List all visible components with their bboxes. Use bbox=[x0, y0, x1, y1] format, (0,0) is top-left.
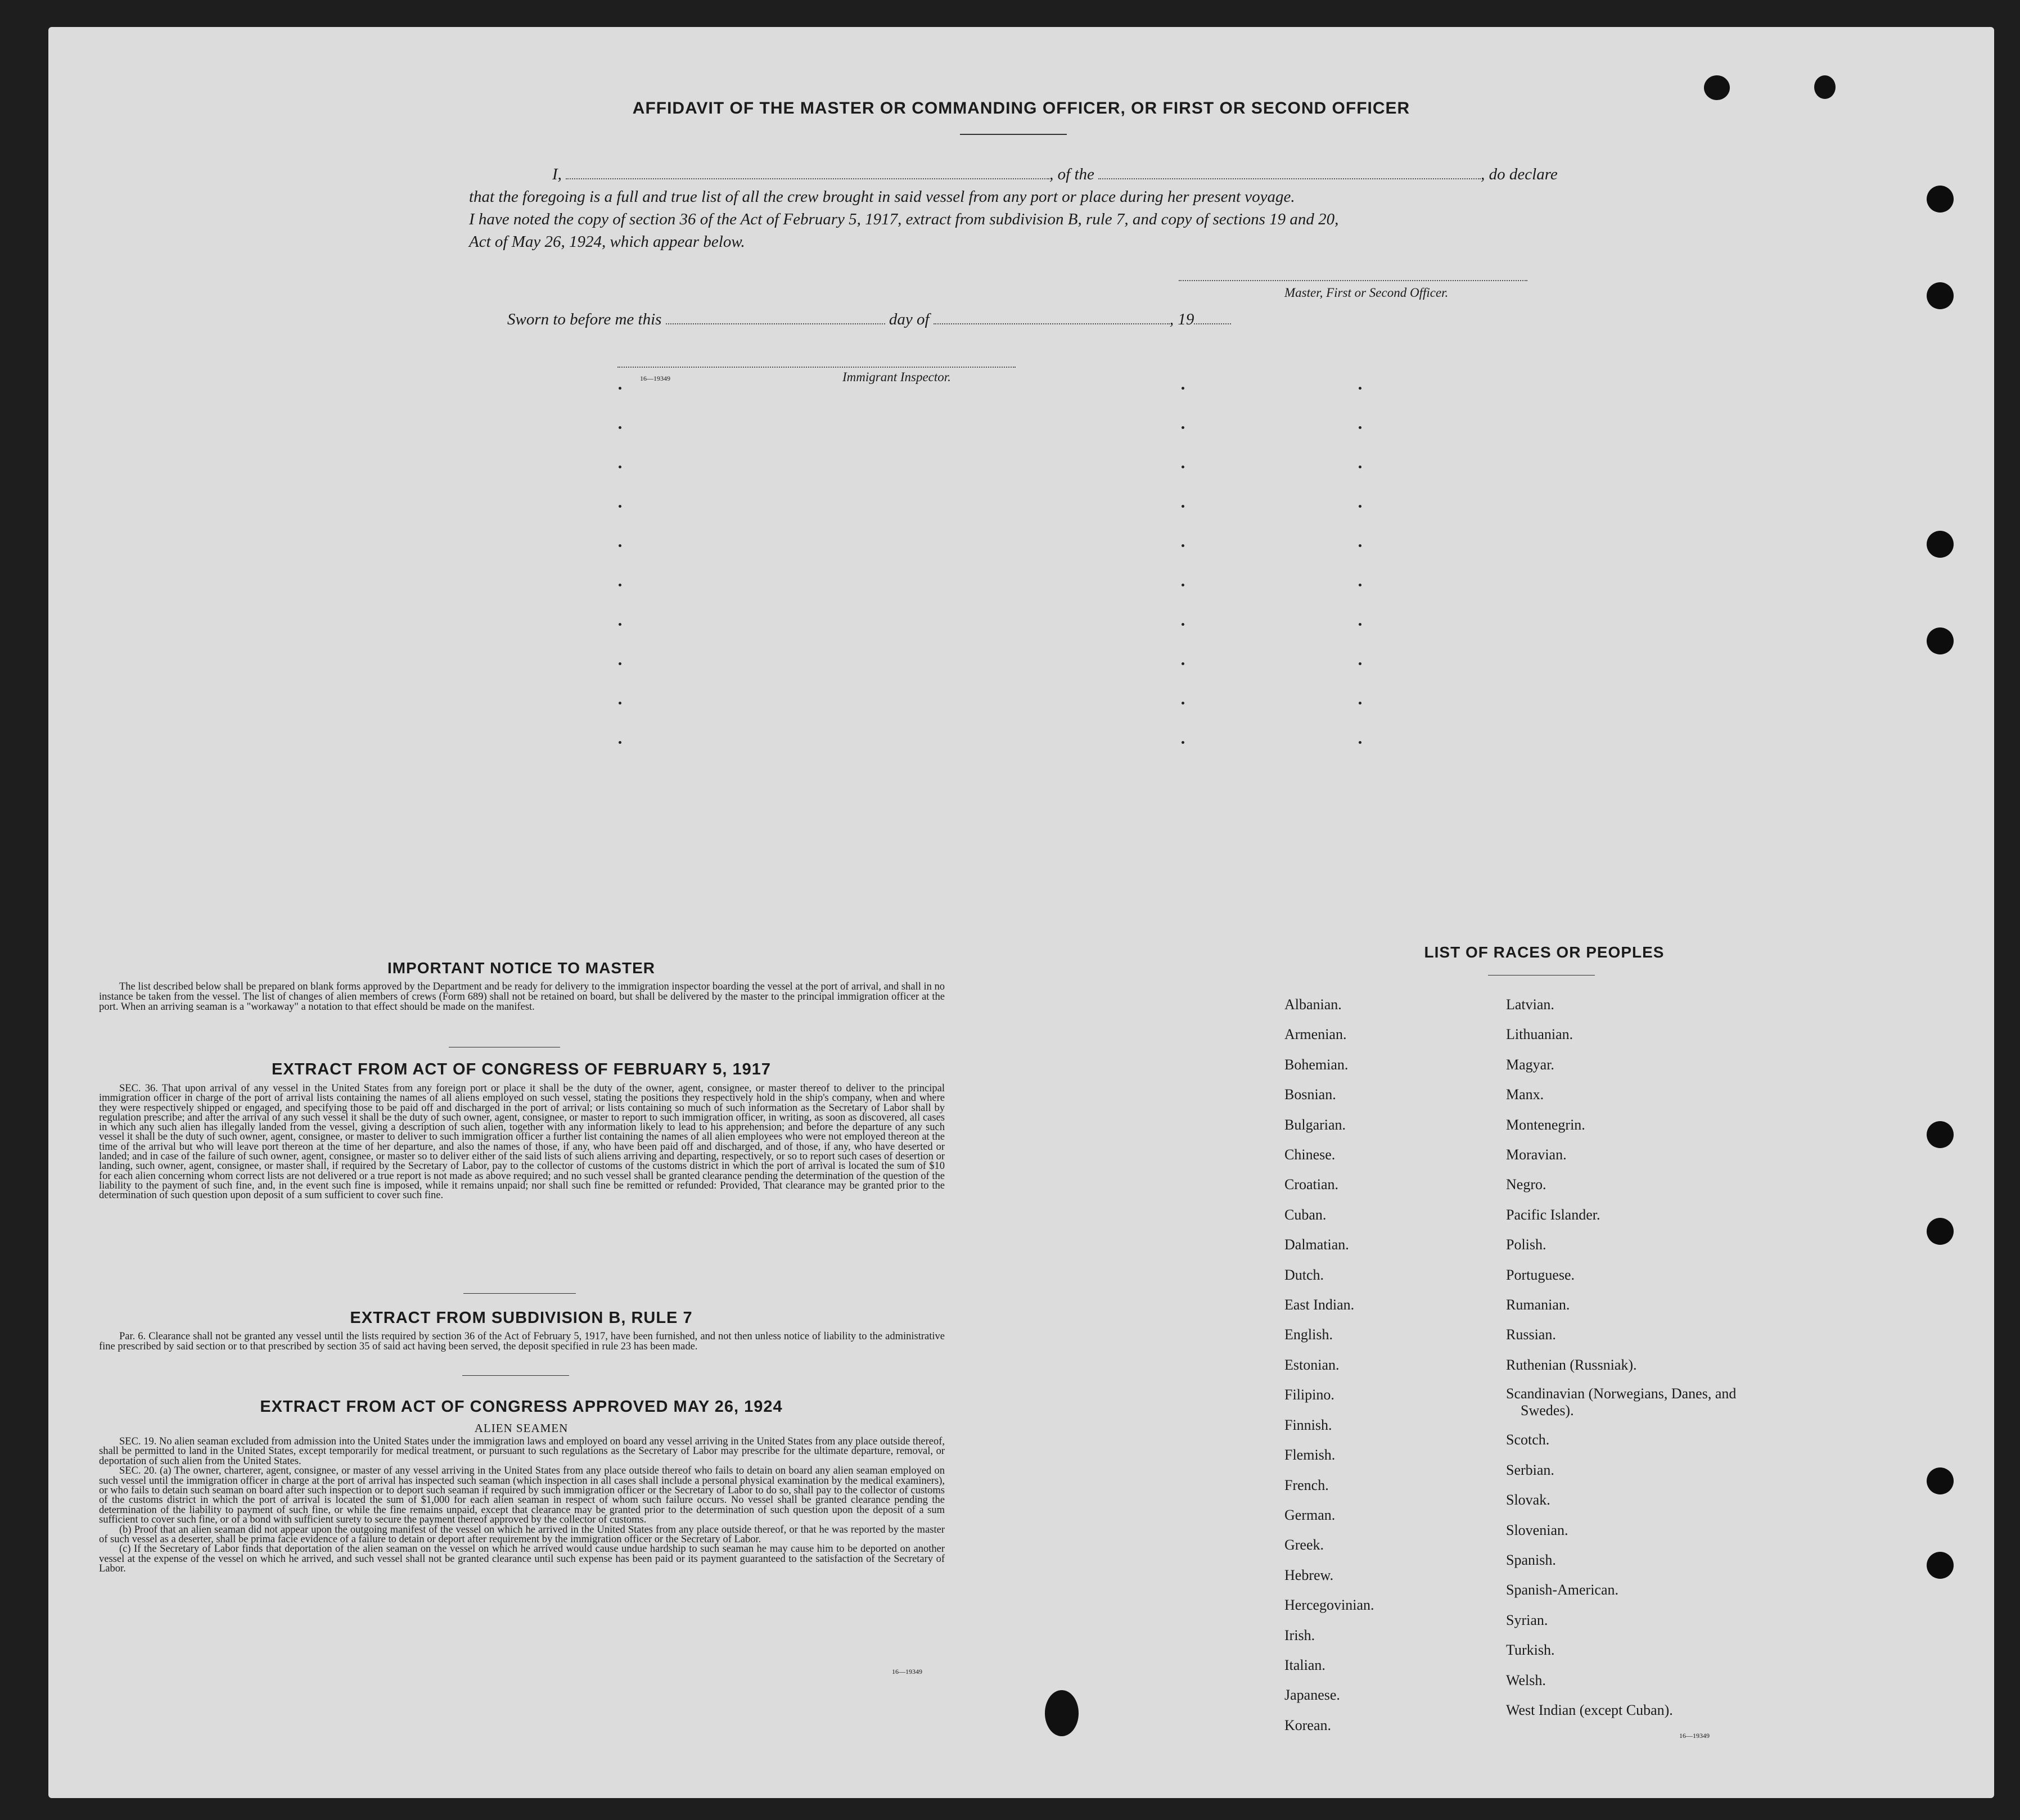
binder-hole bbox=[1927, 531, 1954, 558]
races-right-column bbox=[1506, 990, 1765, 1725]
sec-19-paragraph: SEC. 19. No alien seaman excluded from admission into the United States under the immigration laws and employed on board any vessel arriving in the United States from any place outside thereof, shall be permitted to land in the United States, except temporarily for medical treatment, or pursuant to such regulations as the Secretary of Labor may prescribe for the ultimate departure, removal, or deportation of such alien from the United States. bbox=[99, 1436, 945, 1467]
races-rule bbox=[1488, 975, 1595, 976]
guide-speck bbox=[1182, 505, 1184, 508]
extract-1917-title: EXTRACT FROM ACT OF CONGRESS OF FEBRUARY 5, 1917 bbox=[271, 1060, 772, 1078]
ink-blot bbox=[1704, 75, 1730, 100]
race-item: Dutch. bbox=[1284, 1266, 1324, 1283]
race-item: Estonian. bbox=[1284, 1356, 1340, 1373]
race-item: Russian. bbox=[1506, 1326, 1556, 1343]
race-item: Scotch. bbox=[1506, 1431, 1550, 1448]
race-item: French. bbox=[1284, 1476, 1329, 1493]
ink-blot bbox=[1045, 1690, 1079, 1736]
notice-title: IMPORTANT NOTICE TO MASTER bbox=[387, 959, 656, 977]
affidavit-line-3: I have noted the copy of section 36 of the Act of February 5, 1917, extract from subdivision B, rule 7, and copy of sections 19 and 20, bbox=[469, 210, 1339, 228]
form-number-notice: 16—19349 bbox=[892, 1668, 922, 1676]
guide-speck bbox=[619, 387, 621, 390]
race-item: Turkish. bbox=[1506, 1642, 1555, 1659]
guide-speck bbox=[619, 741, 621, 744]
race-item: Slovak. bbox=[1506, 1492, 1550, 1509]
race-item: Lithuanian. bbox=[1506, 1026, 1573, 1043]
race-item: Japanese. bbox=[1284, 1687, 1340, 1704]
race-item: Finnish. bbox=[1284, 1416, 1332, 1433]
race-item: Rumanian. bbox=[1506, 1297, 1570, 1313]
affidavit-line-2: that the foregoing is a full and true list of all the crew brought in said vessel from any port or place during her present voyage. bbox=[469, 188, 1295, 206]
guide-speck bbox=[619, 702, 621, 704]
race-item: Bohemian. bbox=[1284, 1056, 1349, 1073]
guide-speck bbox=[1359, 544, 1361, 547]
guide-speck bbox=[1359, 702, 1361, 704]
year-blank bbox=[1194, 311, 1231, 324]
guide-speck bbox=[1182, 623, 1184, 626]
affidavit-line-4: Act of May 26, 1924, which appear below. bbox=[469, 233, 745, 251]
notice-paragraph: The list described below shall be prepared on blank forms approved by the Department and be ready for delivery to the immigration inspector boarding the vessel at the port of arrival, and shall in no instance be taken from the vessel. The list of changes of alien members of crews (Form 689) shall not be retained on board, but shall be delivered by the master to the principal immigration officer at the port. When an arriving seaman is a "workaway" a notation to that effect should be made on the manifest. bbox=[99, 981, 945, 1013]
title-rule bbox=[960, 134, 1067, 135]
guide-speck bbox=[619, 426, 621, 429]
race-item: Syrian. bbox=[1506, 1611, 1548, 1628]
race-item: Greek. bbox=[1284, 1537, 1324, 1553]
race-item: East Indian. bbox=[1284, 1297, 1355, 1313]
race-item: English. bbox=[1284, 1326, 1333, 1343]
binder-hole bbox=[1927, 1552, 1954, 1579]
race-item: Albanian. bbox=[1284, 996, 1342, 1013]
sec-20b-paragraph: (b) Proof that an alien seaman did not appear upon the outgoing manifest of the vessel on which he arrived in the United States from any place outside thereof, or that he was reported by the master of such vessel as a deserter, shall be prima facie evidence of a failure to detain or deport after requirement by the immigration officer or the Secretary of Labor. bbox=[99, 1524, 945, 1546]
ink-blot bbox=[1814, 75, 1836, 99]
guide-speck bbox=[1359, 466, 1361, 468]
guide-speck bbox=[1182, 741, 1184, 744]
inspector-caption: Immigrant Inspector. bbox=[842, 370, 951, 384]
race-item: Manx. bbox=[1506, 1086, 1544, 1103]
extract-1924-text bbox=[99, 1437, 945, 1574]
races-title: LIST OF RACES OR PEOPLES bbox=[1424, 943, 1665, 961]
guide-speck bbox=[1182, 544, 1184, 547]
guide-speck bbox=[1182, 584, 1184, 586]
alien-seamen-subtitle: ALIEN SEAMEN bbox=[474, 1421, 569, 1435]
guide-speck bbox=[1182, 426, 1184, 429]
vessel-blank bbox=[1098, 166, 1481, 179]
race-item: Welsh. bbox=[1506, 1672, 1546, 1688]
guide-speck bbox=[619, 584, 621, 586]
race-item: Irish. bbox=[1284, 1627, 1315, 1643]
guide-speck bbox=[1359, 584, 1361, 586]
race-item: Serbian. bbox=[1506, 1461, 1554, 1478]
rule-7-rule bbox=[462, 1375, 569, 1376]
inspector-signature-line bbox=[617, 367, 1016, 368]
race-item: Bosnian. bbox=[1284, 1086, 1336, 1103]
extract-1917-text bbox=[99, 1084, 945, 1201]
do-declare-text: , do declare bbox=[1481, 165, 1558, 183]
race-item: Italian. bbox=[1284, 1656, 1325, 1673]
race-item: Armenian. bbox=[1284, 1026, 1347, 1043]
of-the-text: , of the bbox=[1049, 165, 1094, 183]
sworn-line bbox=[507, 308, 1231, 331]
race-item: Dalmatian. bbox=[1284, 1236, 1349, 1253]
race-item: Chinese. bbox=[1284, 1146, 1336, 1163]
race-item: Montenegrin. bbox=[1506, 1116, 1585, 1133]
race-item: Scandinavian (Norwegians, Danes, and Swedes). bbox=[1506, 1385, 1737, 1419]
year-text: , 19 bbox=[1169, 310, 1194, 328]
document-page bbox=[48, 27, 1994, 1798]
race-item: Cuban. bbox=[1284, 1206, 1327, 1223]
rule-7-text bbox=[99, 1331, 945, 1352]
sec-36-paragraph: SEC. 36. That upon arrival of any vessel in the United States from any foreign port or place it shall be the duty of the owner, agent, consignee, or master thereof to deliver to the principal immigration officer in charge of the port of arrival lists containing the names of all aliens employed on such vessel, stating the positions they respectively hold in the ship's company, when and where they were respectively shipped or engaged, and specifying those to be paid off and discharged in the port of arrival; or lists containing so much of such information as the Secretary of Labor shall by regulation prescribe; and after the arrival of any such vessel it shall be the duty of such owner, agent, consignee, or master to report to such immigration officer, in writing, as soon as discovered, all cases in which any such alien has illegally landed from the vessel, giving a description of such alien, together with any information likely to lead to his apprehension; and before the departure of any such vessel it shall be the duty of such owner, agent, consignee, or master to deliver to such immigration officer a further list containing the names of all alien employees who were not employed thereon at the time of the arrival but who will leave port thereon at the time of her departure, and also the names of those, if any, who have been paid off and discharged, and of those, if any, who have deserted or landed; and in case of the failure of such owner, agent, consignee, or master so to deliver either of the said lists of such aliens arriving and departing, respectively, or so to report such cases of desertion or landing, such owner, agent, consignee, or master shall, if required by the Secretary of Labor, pay to the collector of customs of the customs district in which the port of arrival is located the sum of $10 for each alien concerning whom correct lists are not delivered or a true report is not made as above required; and no such vessel shall be granted clearance pending the determination of the question of the liability to the payment of such fine, and, in the event such fine is imposed, while it remains unpaid; nor shall such fine be remitted or refunded: Provided, That clearance may be granted prior to the determination of such question upon deposit of a sum sufficient to cover such fine. bbox=[99, 1083, 945, 1202]
binder-hole bbox=[1927, 282, 1954, 309]
race-item: West Indian (except Cuban). bbox=[1506, 1701, 1673, 1718]
sec-20a-paragraph: SEC. 20. (a) The owner, charterer, agent, consignee, or master of any vessel arriving in the United States from any place outside thereof who fails to detain on board any alien seaman employed on such vessel until the immigration officer in charge at the port of arrival has inspected such seaman (which inspection in all cases shall include a personal physical examination by the medical examiners), or who fails to detain such seaman on board after such inspection or to deport such seaman if required by such immigration officer or the Secretary of Labor to do so, shall pay to the collector of customs of the customs district in which the port of arrival is located the sum of $1,000 for each alien seaman in respect of whom such failure occurs. No vessel shall be granted clearance pending the determination of the liability to payment of such fine, or while the fine remains unpaid, except that clearance may be granted prior to the determination of such question upon the deposit of a sum sufficient to cover such fine, or of a bond with sufficient surety to secure the payment thereof approved by the collector of customs. bbox=[99, 1465, 945, 1526]
affidavit-body bbox=[469, 163, 1616, 253]
races-left-column bbox=[1284, 990, 1498, 1740]
rule-7-title: EXTRACT FROM SUBDIVISION B, RULE 7 bbox=[350, 1309, 693, 1327]
day-blank bbox=[666, 311, 885, 324]
sworn-text: Sworn to before me this bbox=[507, 310, 662, 328]
binder-hole bbox=[1927, 1121, 1954, 1148]
form-number-races: 16—19349 bbox=[1679, 1732, 1710, 1740]
affidavit-title: AFFIDAVIT OF THE MASTER OR COMMANDING OFFICER, OR FIRST OR SECOND OFFICER bbox=[632, 99, 1410, 118]
affidavit-line-1 bbox=[469, 163, 1616, 186]
race-item: German. bbox=[1284, 1506, 1336, 1523]
guide-speck bbox=[619, 623, 621, 626]
guide-speck bbox=[1182, 387, 1184, 390]
race-item: Portuguese. bbox=[1506, 1266, 1575, 1283]
binder-hole bbox=[1927, 627, 1954, 654]
race-item: Magyar. bbox=[1506, 1056, 1554, 1073]
guide-speck bbox=[619, 662, 621, 665]
binder-hole bbox=[1927, 186, 1954, 213]
race-item: Latvian. bbox=[1506, 996, 1554, 1013]
race-item: Hebrew. bbox=[1284, 1566, 1334, 1583]
guide-speck bbox=[619, 505, 621, 508]
sec-20c-paragraph: (c) If the Secretary of Labor finds that deportation of the alien seaman on the vessel on which he arrived would cause undue hardship to such seaman he may cause him to be deported on another vessel at the expense of the vessel on which he arrived, and such vessel shall not be granted clearance until such expense has been paid or its payment guaranteed to the satisfaction of the Secretary of Labor. bbox=[99, 1543, 945, 1575]
guide-speck bbox=[1359, 741, 1361, 744]
race-item: Moravian. bbox=[1506, 1146, 1567, 1163]
race-item: Hercegovinian. bbox=[1284, 1597, 1374, 1614]
guide-speck bbox=[1359, 662, 1361, 665]
race-item: Slovenian. bbox=[1506, 1521, 1568, 1538]
par-6-paragraph: Par. 6. Clearance shall not be granted any vessel until the lists required by section 36 of the Act of February 5, 1917, have been furnished, and not then unless notice of liability to the administrative fine prescribed by said section or to that prescribed by section 35 of said act having been served, the deposit specified in rule 23 has been made. bbox=[99, 1331, 945, 1352]
day-of-text: day of bbox=[889, 310, 930, 328]
master-caption: Master, First or Second Officer. bbox=[1284, 286, 1449, 300]
race-item: Bulgarian. bbox=[1284, 1116, 1346, 1133]
guide-speck bbox=[1182, 702, 1184, 704]
guide-speck bbox=[1182, 662, 1184, 665]
binder-hole bbox=[1927, 1467, 1954, 1494]
pronoun-i: I, bbox=[552, 165, 562, 183]
notice-text bbox=[99, 982, 945, 1012]
form-number-top: 16—19349 bbox=[640, 374, 670, 382]
race-item: Pacific Islander. bbox=[1506, 1206, 1600, 1223]
guide-speck bbox=[1359, 623, 1361, 626]
race-item: Croatian. bbox=[1284, 1176, 1339, 1193]
race-item: Korean. bbox=[1284, 1717, 1332, 1733]
race-item: Negro. bbox=[1506, 1176, 1546, 1193]
guide-speck bbox=[1182, 466, 1184, 468]
guide-speck bbox=[619, 466, 621, 468]
race-item: Spanish-American. bbox=[1506, 1582, 1619, 1598]
guide-speck bbox=[1359, 387, 1361, 390]
race-item: Spanish. bbox=[1506, 1551, 1556, 1568]
month-blank bbox=[934, 311, 1170, 324]
race-item: Polish. bbox=[1506, 1236, 1546, 1253]
guide-speck bbox=[619, 544, 621, 547]
guide-speck bbox=[1359, 426, 1361, 429]
race-item: Ruthenian (Russniak). bbox=[1506, 1356, 1637, 1373]
extract-1917-rule bbox=[463, 1293, 576, 1294]
binder-hole bbox=[1927, 1218, 1954, 1245]
race-item: Filipino. bbox=[1284, 1387, 1334, 1403]
guide-speck bbox=[1359, 505, 1361, 508]
extract-1924-title: EXTRACT FROM ACT OF CONGRESS APPROVED MAY 26, 1924 bbox=[260, 1398, 783, 1416]
race-item: Flemish. bbox=[1284, 1447, 1336, 1464]
name-blank bbox=[566, 166, 1049, 179]
master-signature-line bbox=[1179, 280, 1527, 281]
